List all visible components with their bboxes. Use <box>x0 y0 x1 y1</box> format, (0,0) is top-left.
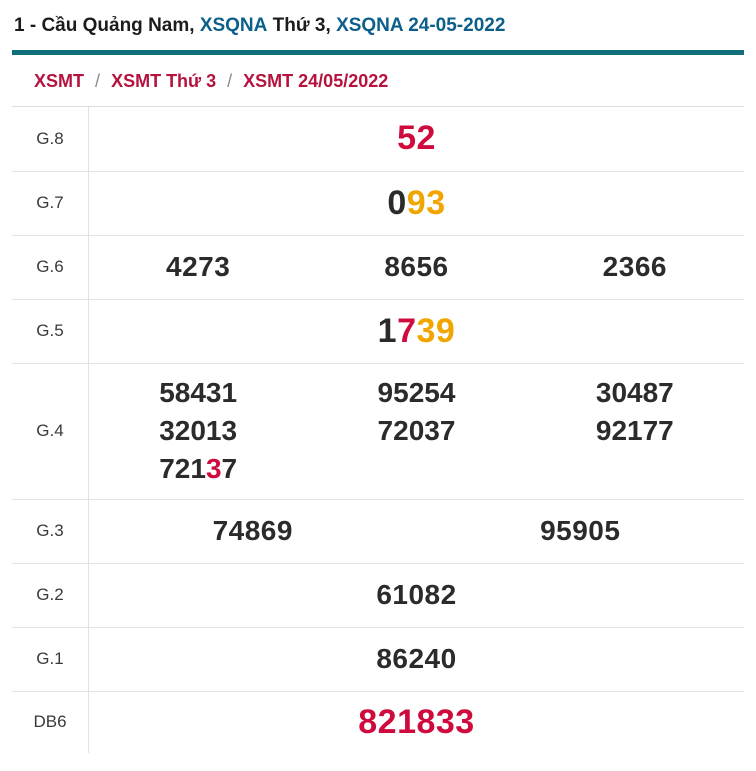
digit-group-highlight: 7 <box>397 311 417 350</box>
table-row <box>12 235 744 299</box>
page-title-mid: Thứ 3, <box>272 15 331 36</box>
number-cell: 74869 <box>212 515 293 546</box>
digit-group: 0 <box>387 183 407 222</box>
breadcrumb-item-xsmt[interactable]: XSMT <box>34 71 85 91</box>
prize-label: DB6 <box>12 691 89 753</box>
prize-values <box>89 235 745 299</box>
number-row <box>89 251 744 283</box>
table-row <box>12 107 744 171</box>
prize-label: G.1 <box>12 627 89 691</box>
prize-values <box>89 171 745 235</box>
table-row <box>12 499 744 563</box>
number-row <box>89 312 744 351</box>
number-grid <box>89 370 744 492</box>
number-cell: 95905 <box>540 515 621 546</box>
number-row <box>89 119 744 158</box>
prize-label: G.8 <box>12 107 89 171</box>
prize-label: G.2 <box>12 563 89 627</box>
breadcrumb-item-xsmt-date[interactable]: XSMT 24/05/2022 <box>243 71 389 91</box>
digit-group: 52 <box>397 119 436 158</box>
breadcrumb-separator: / <box>227 71 233 91</box>
prize-label: G.6 <box>12 235 89 299</box>
table-row <box>12 691 744 753</box>
title-link-xsqna-date[interactable]: XSQNA 24-05-2022 <box>336 15 506 36</box>
digit-group: 721 <box>159 453 206 484</box>
number-row <box>89 374 744 412</box>
number-cell: 58431 <box>159 377 238 408</box>
prize-values <box>89 691 745 753</box>
breadcrumb-item-xsmt-thu-3[interactable]: XSMT Thứ 3 <box>111 71 217 91</box>
prize-values <box>89 299 745 363</box>
number-cell <box>89 119 744 158</box>
table-row <box>12 627 744 691</box>
prize-values <box>89 563 745 627</box>
results-table <box>12 107 744 753</box>
page-title-prefix: 1 - Cầu Quảng Nam, <box>14 15 195 36</box>
number-row <box>89 412 744 450</box>
number-cell: 95254 <box>377 377 456 408</box>
number-cell <box>89 184 744 223</box>
prize-label: G.7 <box>12 171 89 235</box>
number-cell: 8656 <box>384 251 449 282</box>
digit-group: 821833 <box>358 702 475 741</box>
number-row <box>89 184 744 223</box>
prize-values <box>89 363 745 499</box>
number-cell: 30487 <box>595 377 674 408</box>
number-cell <box>89 703 744 742</box>
number-cell: 4273 <box>166 251 231 282</box>
number-cell: 2366 <box>602 251 667 282</box>
number-cell: 72037 <box>377 415 456 446</box>
digit-group: 1 <box>377 311 398 350</box>
number-row <box>89 643 744 675</box>
table-row <box>12 171 744 235</box>
number-cell: 32013 <box>159 415 238 446</box>
breadcrumb <box>12 55 744 107</box>
prize-label: G.3 <box>12 499 89 563</box>
number-row <box>89 515 744 547</box>
digit-group-highlight: 93 <box>406 183 446 222</box>
prize-label: G.4 <box>12 363 89 499</box>
prize-values <box>89 107 745 171</box>
prize-values <box>89 499 745 563</box>
number-cell-empty <box>307 450 525 488</box>
digit-group: 7 <box>221 453 238 484</box>
digit-group-highlight: 3 <box>205 453 222 484</box>
breadcrumb-separator: / <box>95 71 101 91</box>
prize-values <box>89 627 745 691</box>
number-row <box>89 579 744 611</box>
number-cell-empty <box>526 450 744 488</box>
table-row <box>12 563 744 627</box>
title-link-xsqna[interactable]: XSQNA <box>199 15 268 36</box>
number-cell: 86240 <box>376 643 457 674</box>
number-row <box>89 450 744 488</box>
table-row <box>12 363 744 499</box>
table-row <box>12 299 744 363</box>
results-table-body <box>12 107 744 753</box>
number-cell <box>89 450 307 488</box>
prize-label: G.5 <box>12 299 89 363</box>
number-cell: 61082 <box>376 579 457 610</box>
page-title <box>0 0 756 50</box>
number-row <box>89 703 744 742</box>
digit-group-highlight: 39 <box>416 311 456 350</box>
number-cell: 92177 <box>595 415 674 446</box>
number-cell <box>89 312 744 351</box>
